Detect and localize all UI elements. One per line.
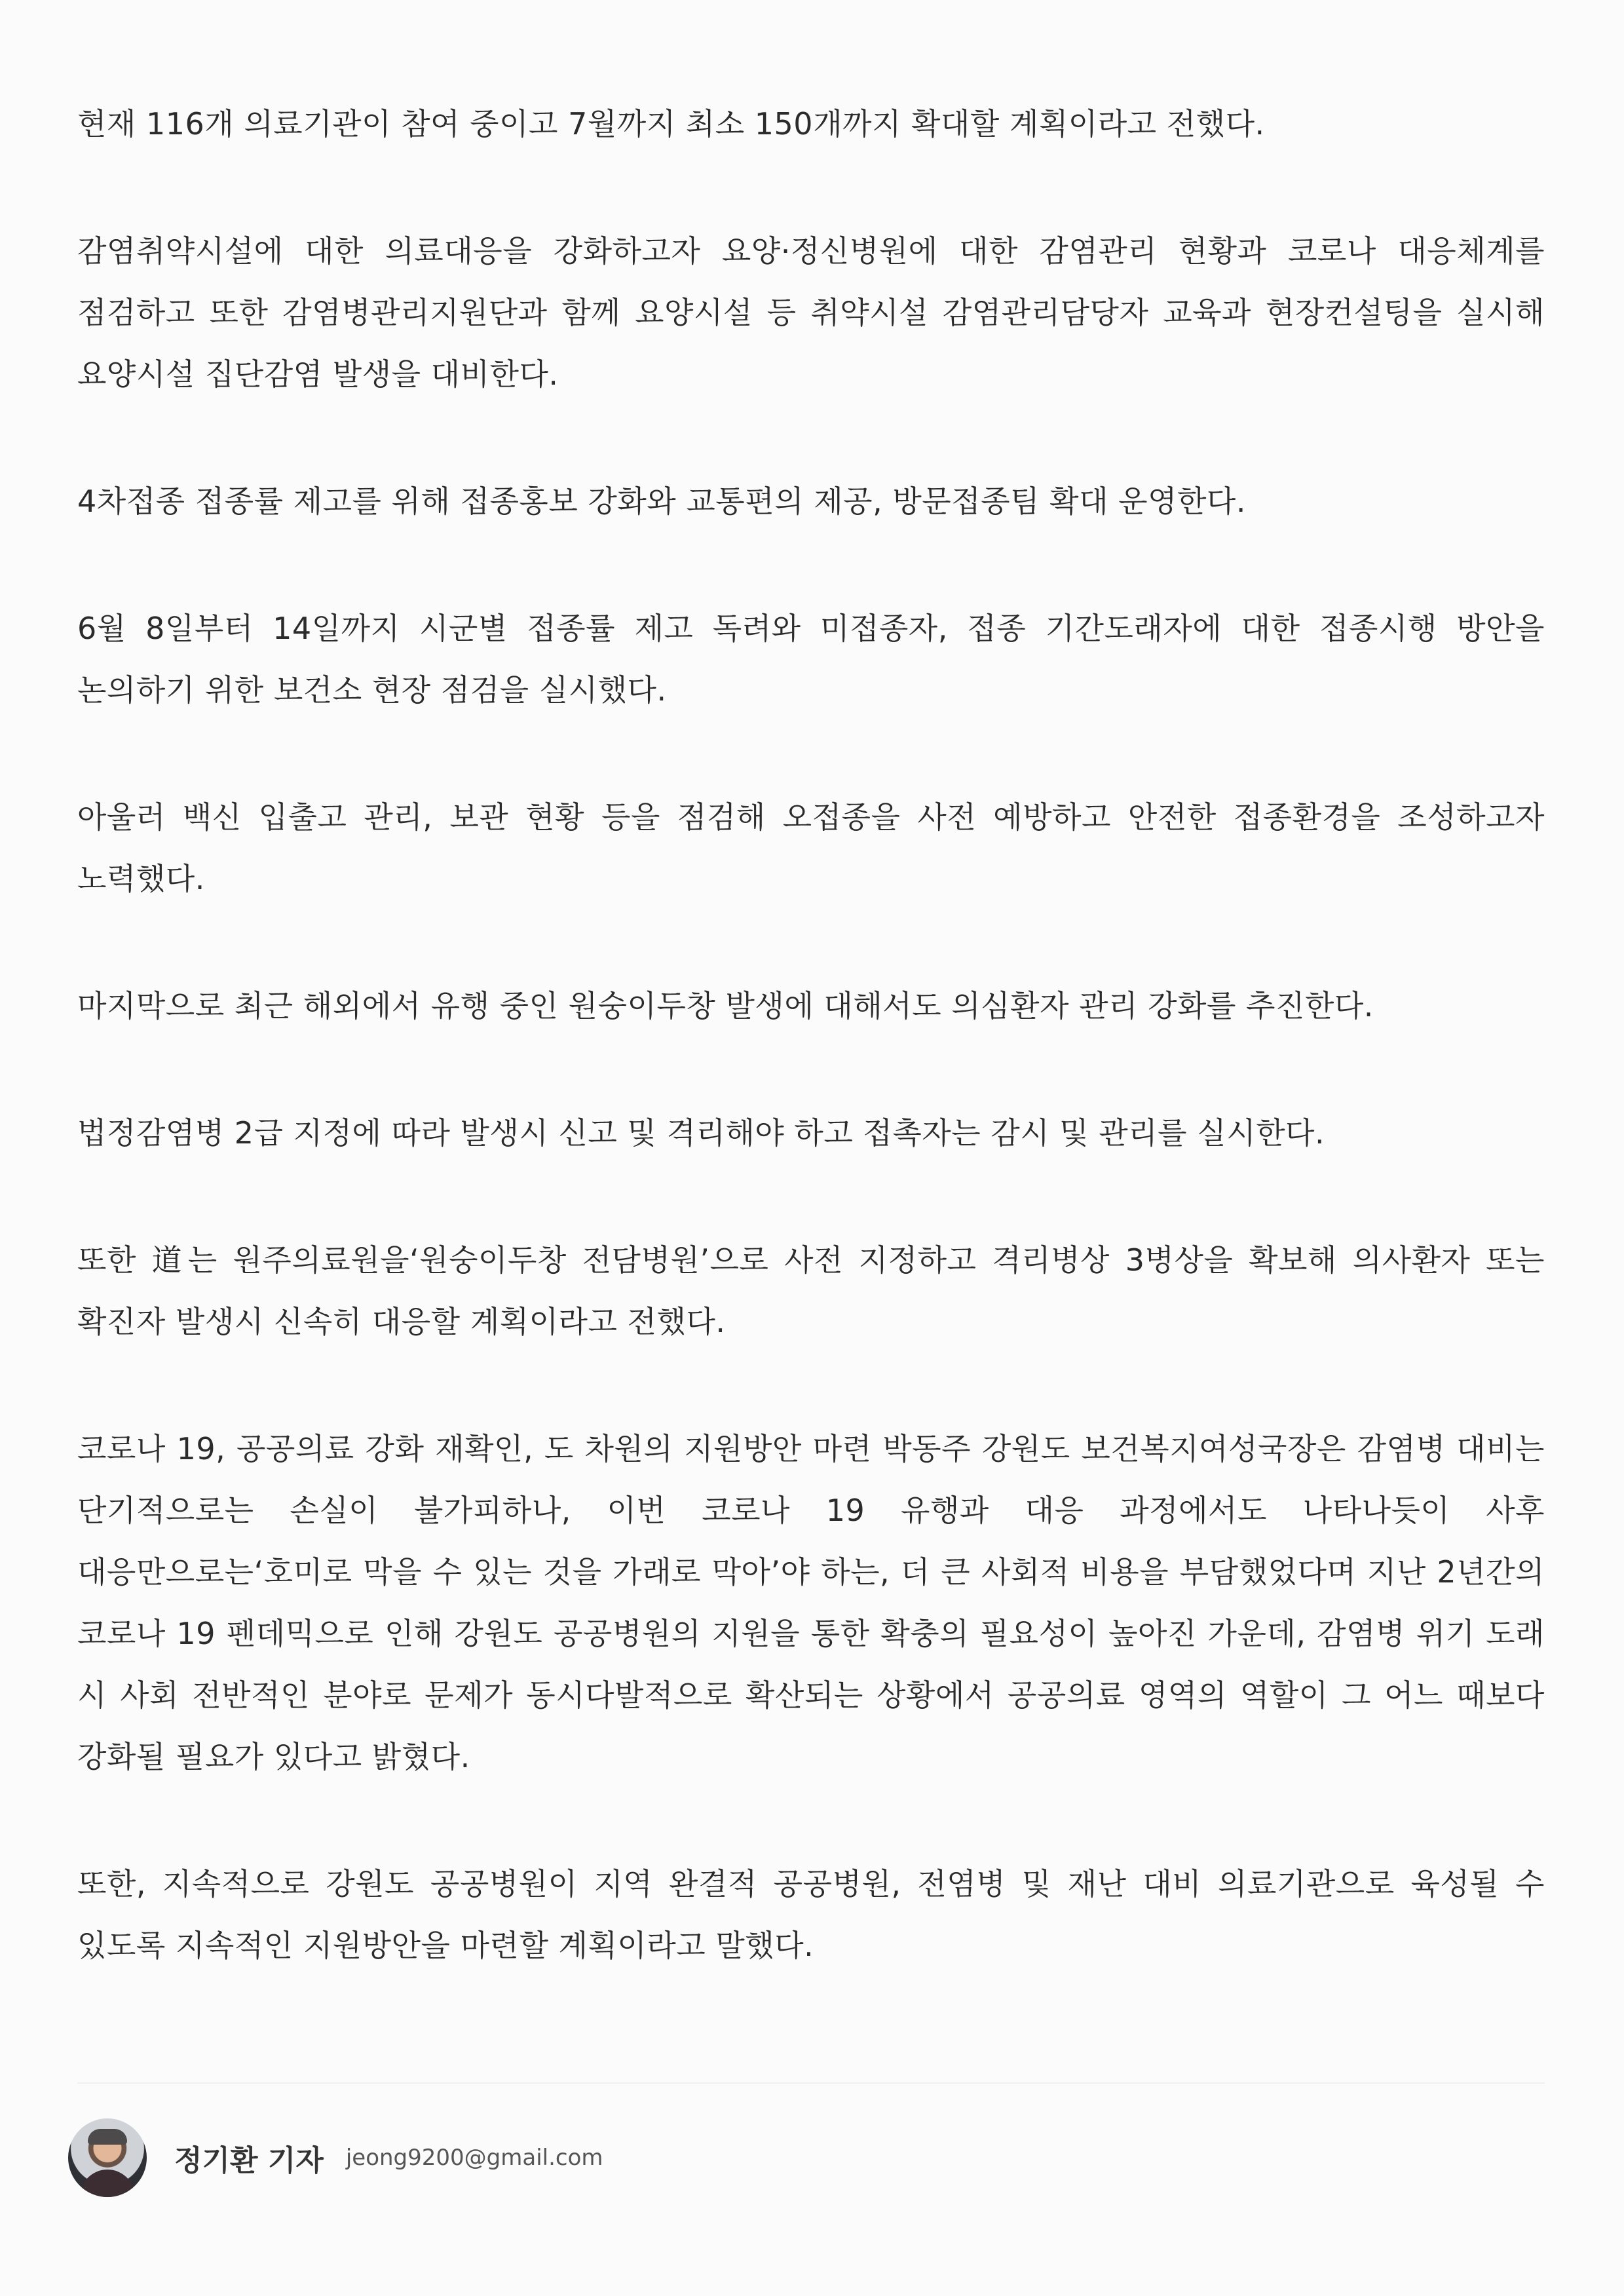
author-email: jeong9200@gmail.com: [345, 2145, 603, 2171]
paragraph-6: 마지막으로 최근 해외에서 유행 중인 원숭이두창 발생에 대해서도 의심환자 관리 강화를 추진한다.: [77, 988, 1374, 1024]
paragraph-9: 코로나 19, 공공의료 강화 재확인, 도 차원의 지원방안 마련 박동주 강원도 보건복지여성국장은 감염병 대비는 단기적으로는 손실이 불가피하나, 이번 코로나 19 유행과 대응 과정에서도 나타나듯이 사후 대응만으로는‘호미로 막을 수 있는 것을 가래로 막아’야 하는, 더 큰 사회적 비용을 부담했었다며 지난 2년간의 코로나 19 펜데믹으로 인해 강원도 공공병원의 지원을 통한 확충의 필요성이 높아진 가운데, 감염병 위기 도래 시 사회 전반적인 분야로 문제가 동시다발적으로 확산되는 상황에서 공공의료 영역의 역할이 그 어느 때보다 강화될 필요가 있다고 밝혔다.: [77, 1431, 1545, 1774]
paragraph-2: 감염취약시설에 대한 의료대응을 강화하고자 요양·정신병원에 대한 감염관리 현황과 코로나 대응체계를 점검하고 또한 감염병관리지원단과 함께 요양시설 등 취약시설 감염관리담당자 교육과 현장컨설팅을 실시해 요양시설 집단감염 발생을 대비한다.: [77, 233, 1545, 392]
article-body: [77, 93, 1545, 2042]
paragraph-5: 아울러 백신 입출고 관리, 보관 현황 등을 점검해 오접종을 사전 예방하고 안전한 접종환경을 조성하고자 노력했다.: [77, 799, 1545, 896]
paragraph-7: 법정감염병 2급 지정에 따라 발생시 신고 및 격리해야 하고 접촉자는 감시 및 관리를 실시한다.: [77, 1115, 1325, 1151]
paragraph-4: 6월 8일부터 14일까지 시군별 접종률 제고 독려와 미접종자, 접종 기간도래자에 대한 접종시행 방안을 논의하기 위한 보건소 현장 점검을 실시했다.: [77, 611, 1545, 708]
paragraph-3: 4차접종 접종률 제고를 위해 접종홍보 강화와 교통편의 제공, 방문접종팀 확대 운영한다.: [77, 484, 1246, 519]
paragraph-10: 또한, 지속적으로 강원도 공공병원이 지역 완결적 공공병원, 전염병 및 재난 대비 의료기관으로 육성될 수 있도록 지속적인 지원방안을 마련할 계획이라고 말했다.: [77, 1866, 1545, 1963]
byline: [68, 2115, 603, 2200]
paragraph-8: 또한 道는 원주의료원을‘원숭이두창 전담병원’으로 사전 지정하고 격리병상 3병상을 확보해 의사환자 또는 확진자 발생시 신속히 대응할 계획이라고 전했다.: [77, 1242, 1545, 1339]
paragraph-1: 현재 116개 의료기관이 참여 중이고 7월까지 최소 150개까지 확대할 계획이라고 전했다.: [77, 106, 1265, 142]
byline-divider: [77, 2082, 1545, 2084]
author-name: 정기환 기자: [174, 2144, 324, 2177]
author-avatar: [68, 2118, 147, 2197]
